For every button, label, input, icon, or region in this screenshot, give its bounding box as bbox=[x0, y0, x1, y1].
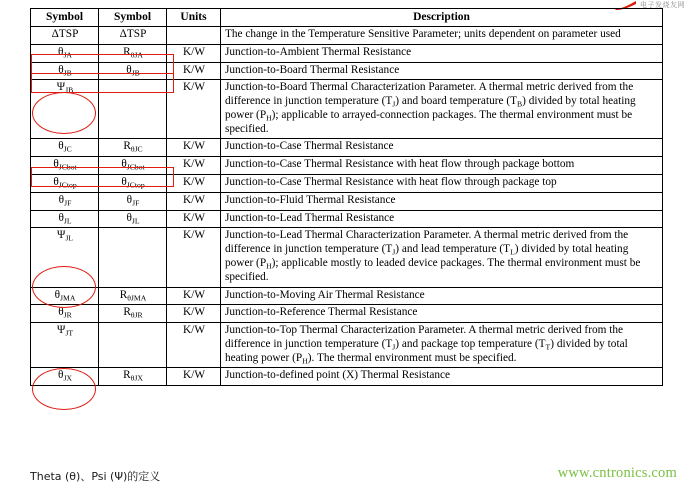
cell-symbol-1: $\theta_{JX}$ bbox=[31, 368, 99, 386]
cell-symbol-1: $\theta_{JMA}$ bbox=[31, 287, 99, 305]
cell-units: K/W bbox=[167, 287, 221, 305]
table-row bbox=[31, 323, 663, 368]
cell-symbol-2: $R_{\theta JMA}$ bbox=[99, 287, 167, 305]
table-row bbox=[31, 368, 663, 386]
table-row bbox=[31, 62, 663, 80]
table-row bbox=[31, 175, 663, 193]
table-row bbox=[31, 210, 663, 228]
cell-symbol-1: $\theta_{JL}$ bbox=[31, 210, 99, 228]
table-row bbox=[31, 305, 663, 323]
column-header-symbol-2: Symbol bbox=[99, 9, 167, 27]
cell-symbol-1: $\theta_{JA}$ bbox=[31, 44, 99, 62]
cell-symbol-2: $R_{\theta JR}$ bbox=[99, 305, 167, 323]
cell-units: K/W bbox=[167, 305, 221, 323]
cell-symbol-1: $\theta_{JF}$ bbox=[31, 192, 99, 210]
column-header-description: Description bbox=[221, 9, 663, 27]
cell-description: Junction-to-Lead Thermal Characterization Parameter. A thermal metric derived from the difference in junction temperature $(T_J)$ and lead temperature $(T_L)$ divided by total heating power $(P_H)$; applicable mostly to leaded device packages. The thermal environment must be specified. bbox=[221, 228, 663, 287]
cell-description: Junction-to-Ambient Thermal Resistance bbox=[221, 44, 663, 62]
cell-symbol-2 bbox=[99, 228, 167, 287]
cell-description: Junction-to-Case Thermal Resistance with heat flow through package bottom bbox=[221, 157, 663, 175]
cell-units: K/W bbox=[167, 80, 221, 139]
cell-symbol-1: $\Psi_{JB}$ bbox=[31, 80, 99, 139]
figure-caption: Theta (θ)、Psi (Ψ)的定义 bbox=[30, 470, 161, 483]
cell-symbol-2 bbox=[99, 323, 167, 368]
cell-units: K/W bbox=[167, 44, 221, 62]
thermal-metrics-table bbox=[30, 8, 663, 386]
cell-symbol-1: $\theta_{JC}$ bbox=[31, 139, 99, 157]
cell-description: Junction-to-defined point (X) Thermal Resistance bbox=[221, 368, 663, 386]
cell-symbol-2: $R_{\theta JX}$ bbox=[99, 368, 167, 386]
cell-symbol-2: $\theta_{JCtop}$ bbox=[99, 175, 167, 193]
cell-units: K/W bbox=[167, 192, 221, 210]
table-row bbox=[31, 80, 663, 139]
site-watermark: www.cntronics.com bbox=[557, 465, 677, 481]
cell-description: Junction-to-Reference Thermal Resistance bbox=[221, 305, 663, 323]
table-row bbox=[31, 139, 663, 157]
cell-units: K/W bbox=[167, 157, 221, 175]
cell-description: Junction-to-Case Thermal Resistance with heat flow through package top bbox=[221, 175, 663, 193]
symbol-delta-tsp: ΔTSP bbox=[51, 28, 79, 41]
cell-units: K/W bbox=[167, 62, 221, 80]
cell-units: K/W bbox=[167, 228, 221, 287]
table-header-row bbox=[31, 9, 663, 27]
table-row bbox=[31, 27, 663, 45]
cell-symbol-1: $\theta_{JB}$ bbox=[31, 62, 99, 80]
cell-description: Junction-to-Moving Air Thermal Resistance bbox=[221, 287, 663, 305]
cell-units: K/W bbox=[167, 139, 221, 157]
cell-units: K/W bbox=[167, 210, 221, 228]
cell-description: Junction-to-Board Thermal Resistance bbox=[221, 62, 663, 80]
thermal-metrics-table-sheet bbox=[30, 8, 662, 386]
cell-units: K/W bbox=[167, 175, 221, 193]
table-row bbox=[31, 192, 663, 210]
cell-description: Junction-to-Lead Thermal Resistance bbox=[221, 210, 663, 228]
cell-symbol-2: $\theta_{JB}$ bbox=[99, 62, 167, 80]
cell-symbol-2: $\theta_{JL}$ bbox=[99, 210, 167, 228]
watermark-text: 电子发烧友网 bbox=[640, 1, 685, 9]
cell-symbol-1: $\theta_{JCtop}$ bbox=[31, 175, 99, 193]
cell-symbol-2: $R_{\theta JA}$ bbox=[99, 44, 167, 62]
cell-description: Junction-to-Top Thermal Characterization Parameter. A thermal metric derived from the difference in junction temperature $(T_J)$ and package top temperature $(T_T)$ divided by total heating power $(P_H)$. The thermal environment must be specified. bbox=[221, 323, 663, 368]
cell-units: K/W bbox=[167, 323, 221, 368]
cell-symbol-1: $\theta_{JCbot}$ bbox=[31, 157, 99, 175]
column-header-units: Units bbox=[167, 9, 221, 27]
cell-description: Junction-to-Case Thermal Resistance bbox=[221, 139, 663, 157]
cell-symbol-2: $\theta_{JCbot}$ bbox=[99, 157, 167, 175]
symbol-delta-tsp-alt: ΔTSP bbox=[119, 28, 147, 41]
cell-units: K/W bbox=[167, 368, 221, 386]
cell-symbol-1: $\Psi_{JT}$ bbox=[31, 323, 99, 368]
cell-symbol-1 bbox=[31, 27, 99, 45]
table-row bbox=[31, 287, 663, 305]
cell-units bbox=[167, 27, 221, 45]
cell-description: The change in the Temperature Sensitive Parameter; units dependent on parameter used bbox=[221, 27, 663, 45]
cell-symbol-2 bbox=[99, 27, 167, 45]
cell-description: Junction-to-Board Thermal Characterization Parameter. A thermal metric derived from the difference in junction temperature $(T_J)$ and board temperature $(T_B)$ divided by total heating power $(P_H)$; applicable to arrayed-connection packages. The thermal environment must be specified. bbox=[221, 80, 663, 139]
table-row bbox=[31, 228, 663, 287]
cell-description: Junction-to-Fluid Thermal Resistance bbox=[221, 192, 663, 210]
cell-symbol-1: $\theta_{JR}$ bbox=[31, 305, 99, 323]
cell-symbol-2: $R_{\theta JC}$ bbox=[99, 139, 167, 157]
cell-symbol-2: $\theta_{JF}$ bbox=[99, 192, 167, 210]
cell-symbol-1: $\Psi_{JL}$ bbox=[31, 228, 99, 287]
cell-symbol-2 bbox=[99, 80, 167, 139]
column-header-symbol-1: Symbol bbox=[31, 9, 99, 27]
table-row bbox=[31, 157, 663, 175]
table-row bbox=[31, 44, 663, 62]
